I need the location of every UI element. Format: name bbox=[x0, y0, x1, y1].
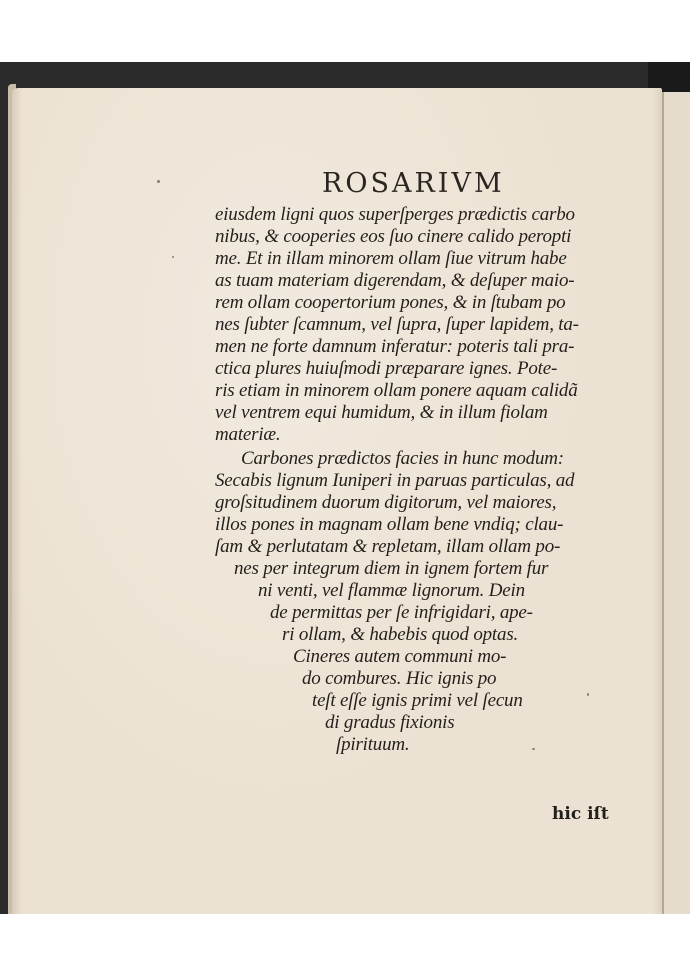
text-line: nes per integrum diem in ignem fortem fur bbox=[234, 558, 549, 579]
paper-speck bbox=[587, 693, 589, 696]
text-line: Secabis lignum Iuniperi in paruas particulas, ad bbox=[215, 470, 575, 491]
text-line: men ne forte damnum inferatur: poteris tali pra- bbox=[215, 336, 575, 357]
text-line: eiusdem ligni quos superſperges prædictis carbo bbox=[215, 204, 575, 225]
text-line: ſpirituum. bbox=[336, 734, 410, 755]
text-line: as tuam materiam digerendam, & deſuper maio- bbox=[215, 270, 575, 291]
text-line: ni venti, vel flammæ lignorum. Dein bbox=[258, 580, 525, 601]
text-line: me. Et in illam minorem ollam ſiue vitrum habe bbox=[215, 248, 567, 269]
catchword: hic iſt bbox=[552, 804, 609, 824]
text-line: di gradus fixionis bbox=[325, 712, 455, 733]
text-line: nibus, & cooperies eos ſuo cinere calido peropti bbox=[215, 226, 572, 247]
adjacent-page-edge bbox=[662, 92, 690, 914]
text-line: vel ventrem equi humidum, & in illum fiolam bbox=[215, 402, 548, 423]
text-line: ri ollam, & habebis quod optas. bbox=[282, 624, 519, 645]
text-line: Cineres autem communi mo- bbox=[293, 646, 507, 667]
text-line: groſsitudinem duorum digitorum, vel maiores, bbox=[215, 492, 557, 513]
paper-speck bbox=[157, 180, 160, 183]
body-text bbox=[12, 88, 662, 914]
text-line: ris etiam in minorem ollam ponere aquam calidã bbox=[215, 380, 578, 401]
text-line: rem ollam coopertorium pones, & in ſtubam po bbox=[215, 292, 566, 313]
scan-frame bbox=[0, 62, 690, 914]
text-line: de permittas per ſe infrigidari, ape- bbox=[270, 602, 533, 623]
paper-speck bbox=[532, 748, 535, 750]
paragraph-first-line: Carbones prædictos facies in hunc modum: bbox=[241, 448, 564, 469]
text-line: illos pones in magnam ollam bene vndiq; clau- bbox=[215, 514, 564, 535]
book-page bbox=[12, 88, 662, 914]
text-line: teſt eſſe ignis primi vel ſecun bbox=[312, 690, 523, 711]
paper-speck bbox=[172, 256, 174, 258]
text-line: materiæ. bbox=[215, 424, 281, 445]
text-line: ctica plures huiuſmodi præparare ignes. Pote- bbox=[215, 358, 558, 379]
running-head: ROSARIVM bbox=[322, 168, 505, 199]
text-line: do combures. Hic ignis po bbox=[302, 668, 497, 689]
text-line: nes ſubter ſcamnum, vel ſupra, ſuper lapidem, ta- bbox=[215, 314, 579, 335]
text-line: ſam & perlutatam & repletam, illam ollam po- bbox=[215, 536, 561, 557]
